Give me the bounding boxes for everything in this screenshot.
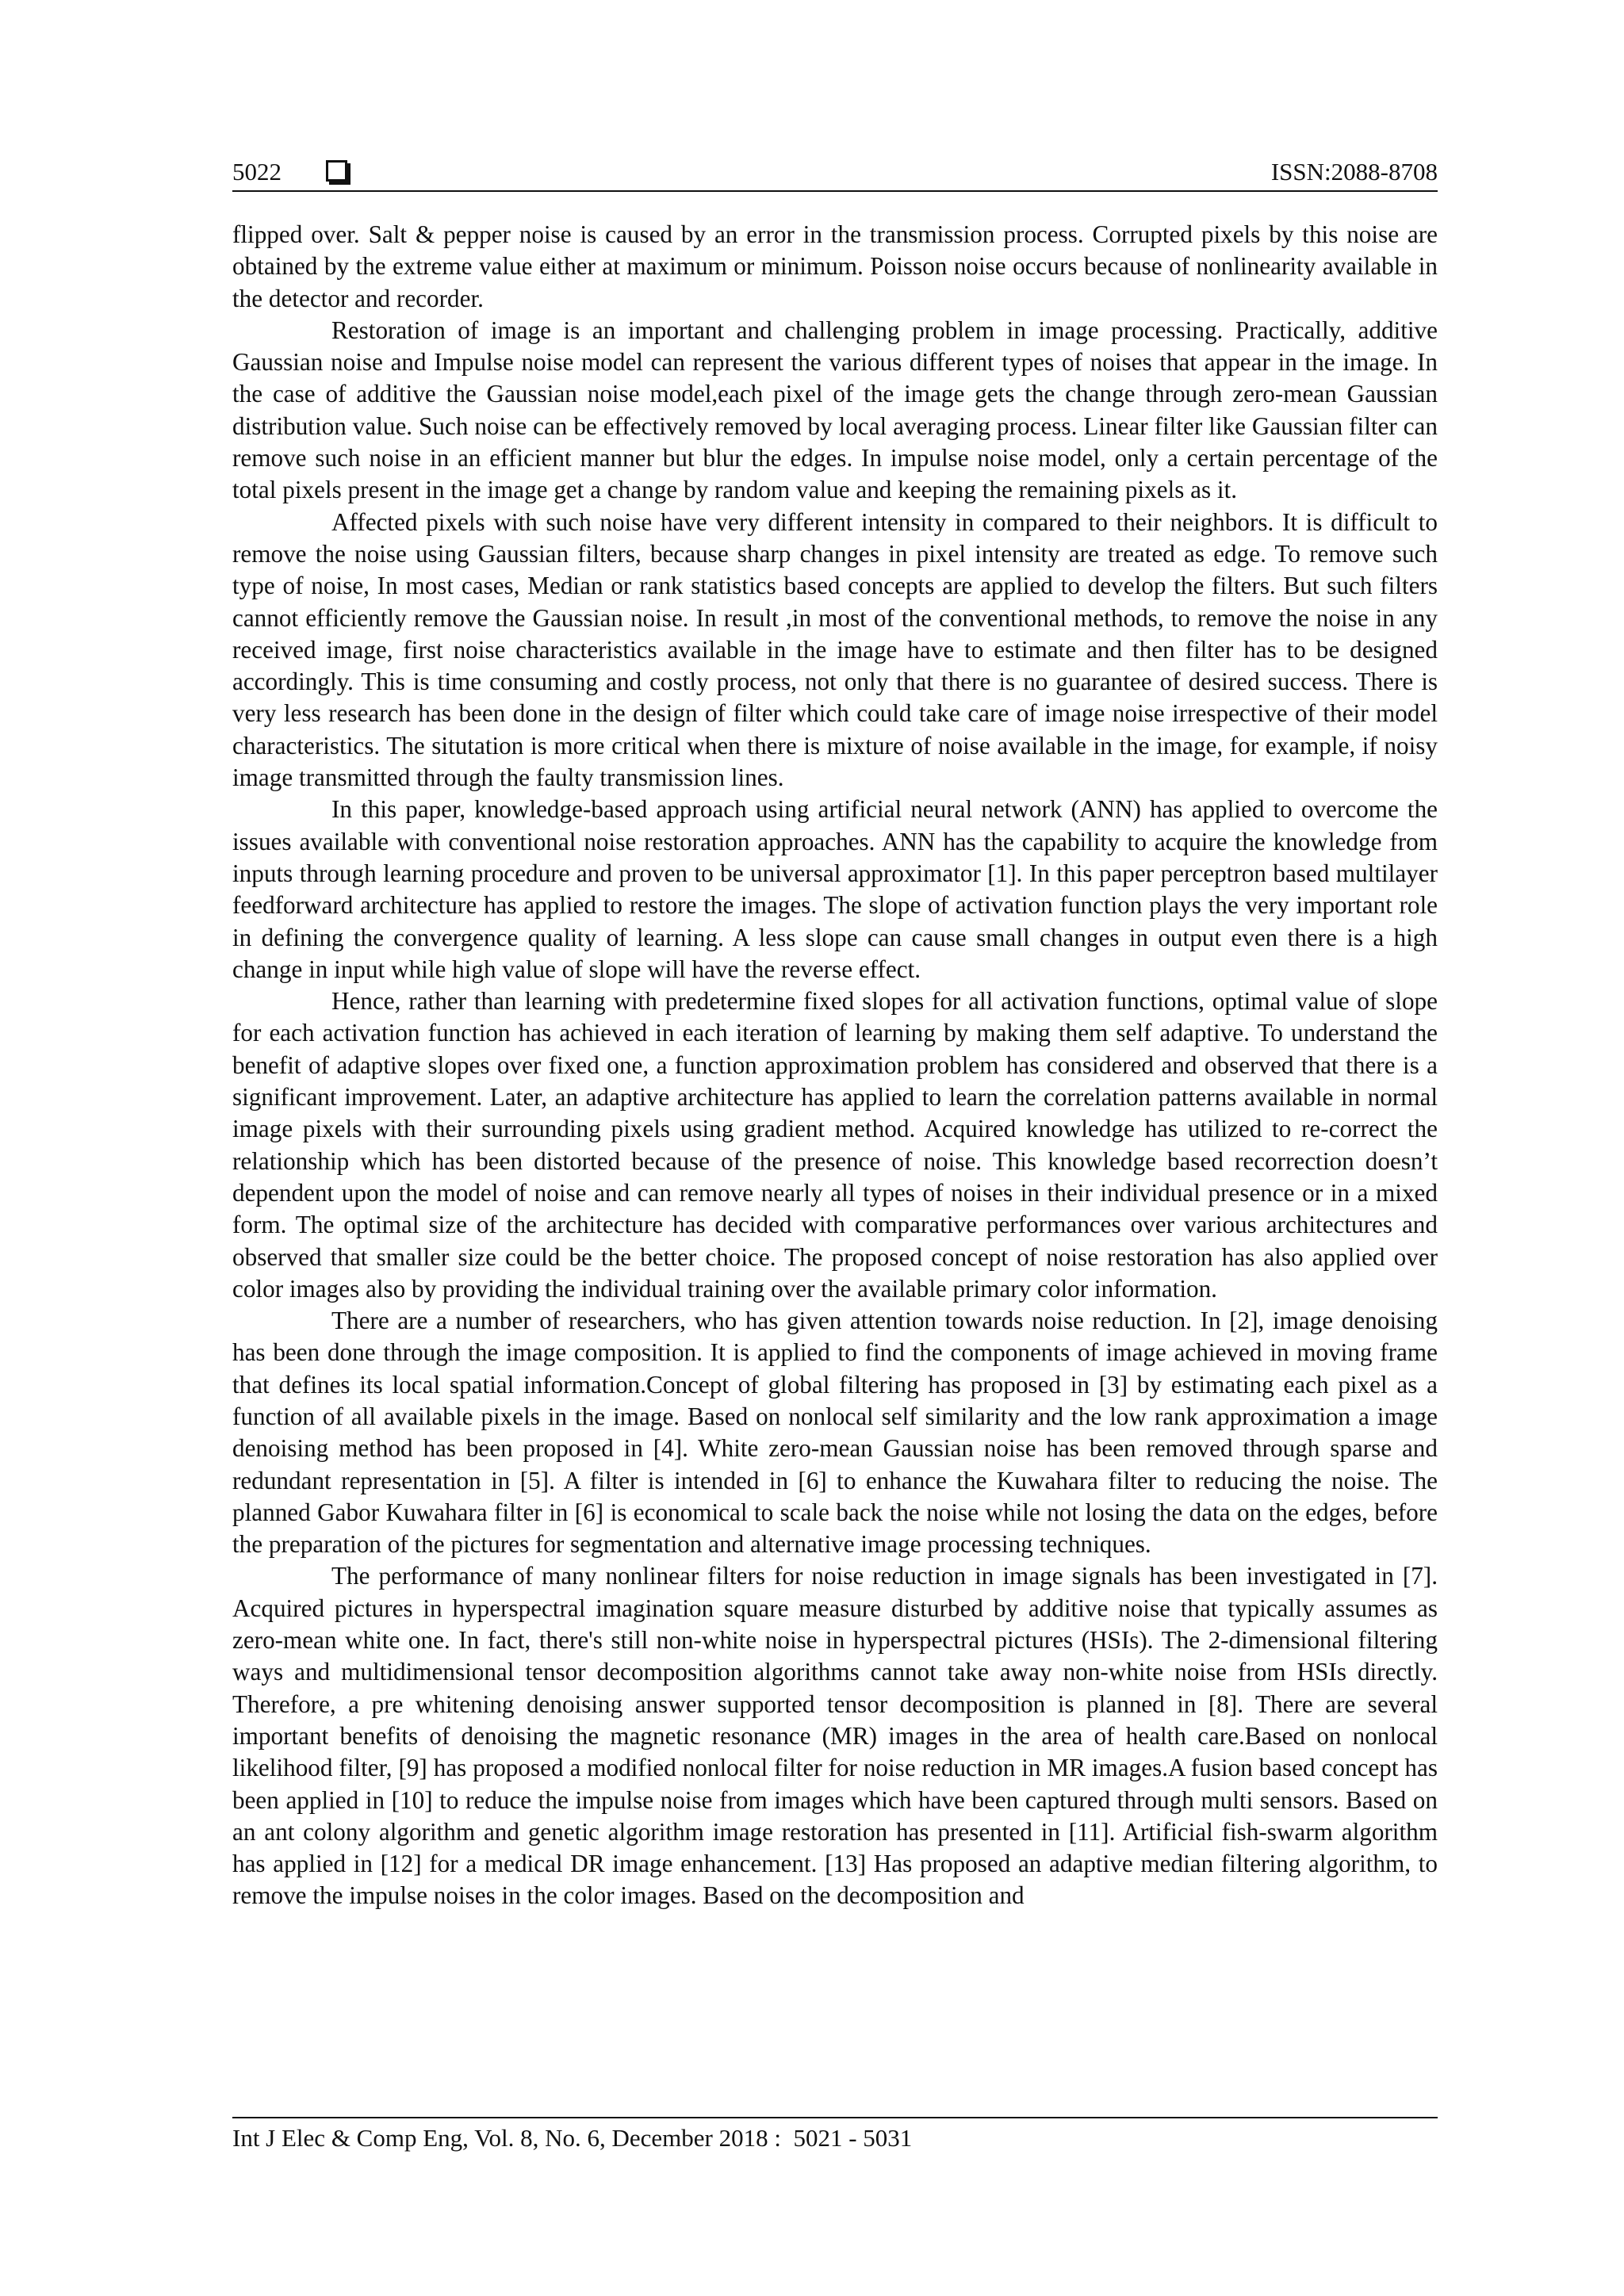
paragraph-3: Affected pixels with such noise have very different intensity in compared to their neighbors. It is difficult to remove the noise using Gaussian filters, because sharp changes in pixel intensity are treated as edge. To remove such type of noise, In most cases, Median or rank statistics based concepts are applied to develop the filters. But such filters cannot efficiently remove the Gaussian noise. In result ,in most of the conventional methods, to remove the noise in any received image, first noise characteristics available in the image have to estimate and then filter has to be designed accordingly. This is time consuming and costly process, not only that there is no guarantee of desired success. There is very less research has been done in the design of filter which could take care of image noise irrespective of their model characteristics. The situtation is more critical when there is mixture of noise available in the image, for example, if noisy image transmitted through the faulty transmission lines.	[232, 507, 1438, 792]
footer-rule	[232, 2117, 1438, 2118]
page-number: 5022	[232, 158, 282, 186]
paragraph-4: In this paper, knowledge-based approach using artificial neural network (ANN) has applied to overcome the issues available with conventional noise restoration approaches. ANN has the capability to acquire the knowledge from inputs through learning procedure and proven to be universal approximator [1]. In this paper perceptron based multilayer feedforward architecture has applied to restore the images. The slope of activation function plays the very important role in defining the convergence quality of learning. A less slope can cause small changes in output even there is a high change in input while high value of slope will have the reverse effect.	[232, 795, 1438, 983]
issn-label: ISSN:2088-8708	[1270, 158, 1438, 186]
running-header	[232, 155, 1438, 189]
paragraph-1: flipped over. Salt & pepper noise is caused by an error in the transmission process. Corrupted pixels by this noise are obtained by the extreme value either at maximum or minimum. Poisson noise occurs because of nonlinearity available in the detector and recorder.	[232, 220, 1438, 312]
header-rule	[232, 190, 1438, 192]
square-bullet-icon	[326, 160, 347, 182]
journal-citation: Int J Elec & Comp Eng, Vol. 8, No. 6, December 2018 : 5021 - 5031	[232, 2124, 913, 2152]
paragraph-5: Hence, rather than learning with predetermine fixed slopes for all activation functions, optimal value of slope for each activation function has achieved in each iteration of learning by making them self adaptive. To understand the benefit of adaptive slopes over fixed one, a function approximation problem has considered and observed that there is a significant improvement. Later, an adaptive architecture has applied to learn the correlation patterns available in normal image pixels with their surrounding pixels using gradient method. Acquired knowledge has utilized to re-correct the relationship which has been distorted because of the presence of noise. This knowledge based recorrection doesn’t dependent upon the model of noise and can remove nearly all types of noises in their individual presence or in a mixed form. The optimal size of the architecture has decided with comparative performances over various architectures and observed that smaller size could be the better choice. The proposed concept of noise restoration has also applied over color images also by providing the individual training over the available primary color information.	[232, 987, 1438, 1303]
article-body	[232, 219, 1438, 1912]
paragraph-2: Restoration of image is an important and challenging problem in image processing. Practically, additive Gaussian noise and Impulse noise model can represent the various different types of noises that appear in the image. In the case of additive the Gaussian noise model,each pixel of the image gets the change through zero-mean Gaussian distribution value. Such noise can be effectively removed by local averaging process. Linear filter like Gaussian filter can remove such noise in an efficient manner but blur the edges. In impulse noise model, only a certain percentage of the total pixels present in the image get a change by random value and keeping the remaining pixels as it.	[232, 316, 1438, 504]
paragraph-7: The performance of many nonlinear filters for noise reduction in image signals has been investigated in [7]. Acquired pictures in hyperspectral imagination square measure disturbed by additive noise that typically assumes as zero-mean white one. In fact, there's still non-white noise in hyperspectral pictures (HSIs). The 2-dimensional filtering ways and multidimensional tensor decomposition algorithms cannot take away non-white noise from HSIs directly. Therefore, a pre whitening denoising answer supported tensor decomposition is planned in [8]. There are several important benefits of denoising the magnetic resonance (MR) images in the area of health care.Based on nonlocal likelihood filter, [9] has proposed a modified nonlocal filter for noise reduction in MR images.A fusion based concept has been applied in [10] to reduce the impulse noise from images which have been captured through multi sensors. Based on an ant colony algorithm and genetic algorithm image restoration has presented in [11]. Artificial fish-swarm algorithm has applied in [12] for a medical DR image enhancement. [13] Has proposed an adaptive median filtering algorithm, to remove the impulse noises in the color images. Based on the decomposition and	[232, 1562, 1438, 1910]
paragraph-6: There are a number of researchers, who has given attention towards noise reduction. In [2], image denoising has been done through the image composition. It is applied to find the components of image achieved in moving frame that defines its local spatial information.Concept of global filtering has proposed in [3] by estimating each pixel as a function of all available pixels in the image. Based on nonlocal self similarity and the low rank approximation a image denoising method has been proposed in [4]. White zero-mean Gaussian noise has been removed through sparse and redundant representation in [5]. A filter is intended in [6] to enhance the Kuwahara filter to reducing the noise. The planned Gabor Kuwahara filter in [6] is economical to scale back the noise while not losing the data on the edges, before the preparation of the pictures for segmentation and alternative image processing techniques.	[232, 1307, 1438, 1559]
